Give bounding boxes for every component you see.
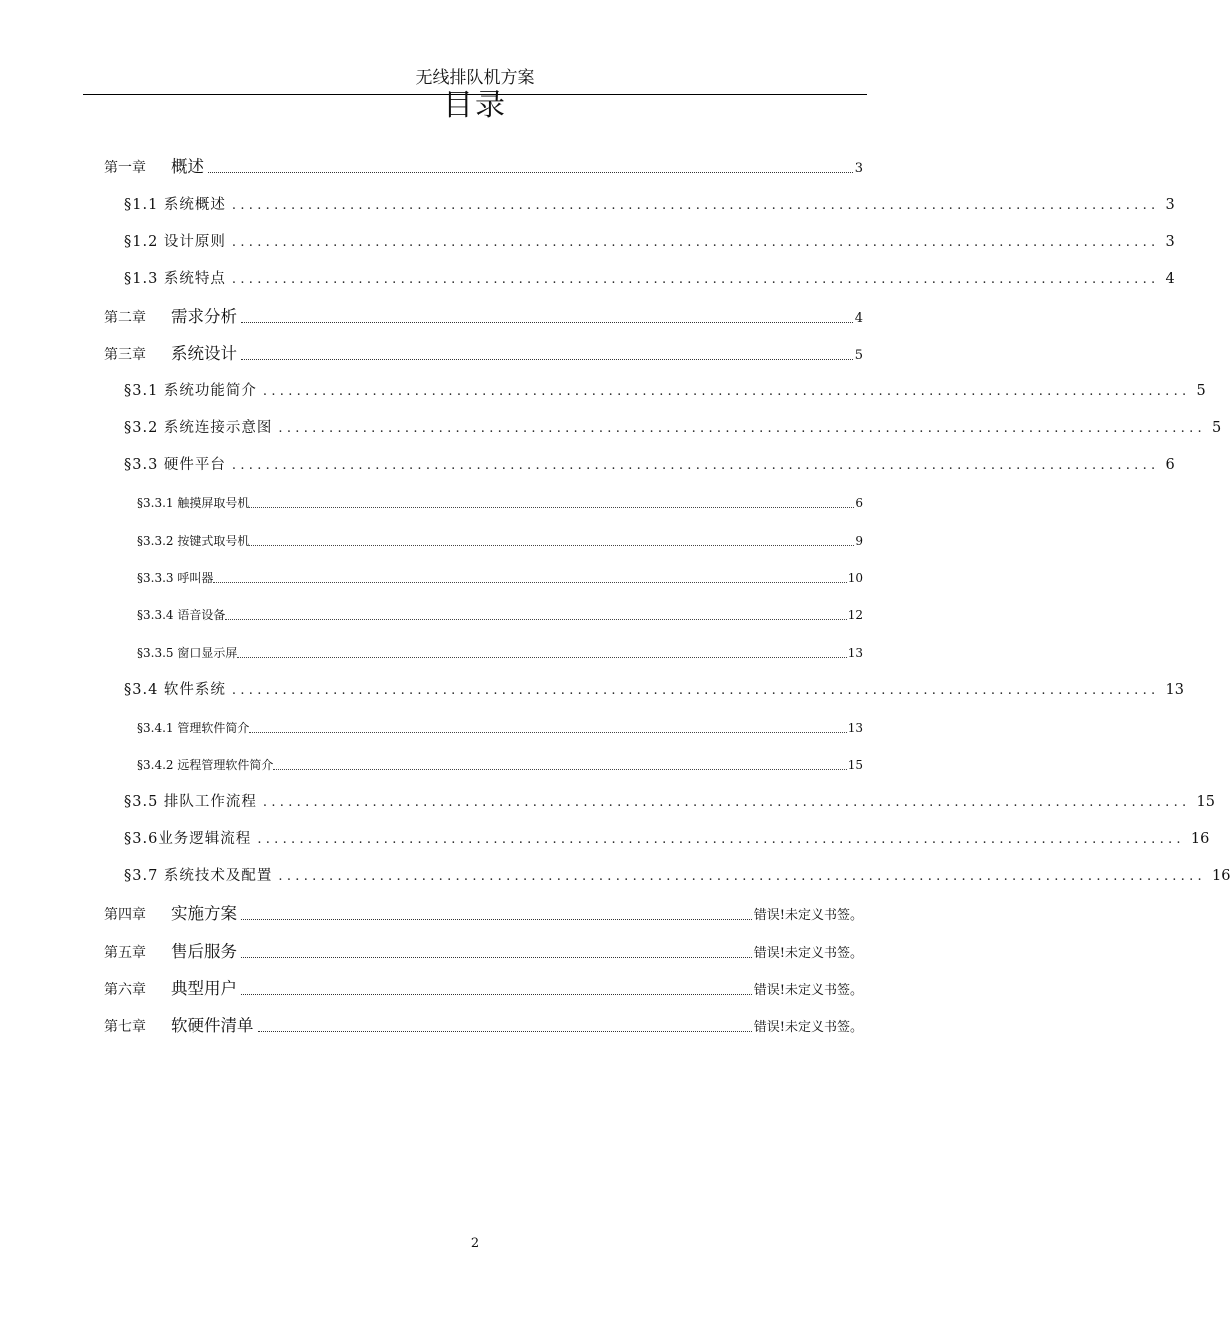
toc-chapter-6[interactable] xyxy=(104,975,863,999)
section-number: §1.2 xyxy=(124,234,159,250)
section-number: §3.2 xyxy=(124,420,159,436)
page-number: 3 xyxy=(1165,197,1175,213)
subsection-title: §3.3.3 呼叫器 xyxy=(137,571,214,585)
running-header-title: 无线排队机方案 xyxy=(415,68,535,88)
chapter-title: 需求分析 xyxy=(171,307,237,326)
toc-subsection-3-3-5[interactable] xyxy=(137,644,863,661)
toc-chapter-3[interactable] xyxy=(104,340,863,364)
dot-leader xyxy=(241,993,752,995)
toc-chapter-7[interactable] xyxy=(104,1012,863,1036)
dot-leader xyxy=(273,768,846,770)
chapter-title: 软硬件清单 xyxy=(171,1016,254,1035)
chapter-title: 系统设计 xyxy=(171,344,237,363)
dot-leader: .............................................................................................................. xyxy=(278,869,1206,884)
section-number: §1.3 xyxy=(124,271,159,287)
page-number: 5 xyxy=(854,348,863,363)
dot-leader: .............................................................................................................. xyxy=(278,421,1206,436)
section-number: §3.4 xyxy=(124,682,159,698)
subsection-title: §3.4.1 管理软件简介 xyxy=(137,721,250,735)
chapter-number: 第四章 xyxy=(104,907,146,923)
page-number: 9 xyxy=(855,534,863,548)
section-title: 软件系统 xyxy=(163,682,226,698)
footer-page-number: 2 xyxy=(470,1236,480,1251)
page-number: 4 xyxy=(854,311,863,326)
dot-leader xyxy=(208,171,853,173)
dot-leader xyxy=(237,656,846,658)
page-number: 16 xyxy=(1211,868,1230,884)
page-number: 4 xyxy=(1165,271,1175,287)
toc-section-3-4[interactable] xyxy=(124,678,1184,699)
chapter-title: 实施方案 xyxy=(171,904,237,923)
dot-leader xyxy=(258,1030,752,1032)
section-number: §3.7 xyxy=(124,868,159,884)
toc-section-3-5[interactable] xyxy=(124,790,1215,811)
page-number: 3 xyxy=(1165,234,1175,250)
toc-section-3-3[interactable] xyxy=(124,453,1175,474)
page-number: 错误!未定义书签。 xyxy=(753,908,863,923)
chapter-number: 第七章 xyxy=(104,1019,146,1035)
chapter-number: 第一章 xyxy=(104,160,146,176)
dot-leader xyxy=(249,731,846,733)
page-number: 错误!未定义书签。 xyxy=(753,1020,863,1035)
dot-leader: .............................................................................................................. xyxy=(262,795,1191,810)
subsection-title: §3.3.1 触摸屏取号机 xyxy=(137,496,250,510)
toc-subsection-3-3-4[interactable] xyxy=(137,606,863,623)
page-number: 错误!未定义书签。 xyxy=(753,983,863,998)
chapter-number: 第二章 xyxy=(104,310,146,326)
section-number: §3.3 xyxy=(124,457,159,473)
dot-leader xyxy=(241,918,752,920)
dot-leader: .............................................................................................................. xyxy=(231,198,1160,213)
toc-chapter-2[interactable] xyxy=(104,303,863,327)
page-number: 16 xyxy=(1190,831,1210,847)
page-number: 15 xyxy=(847,758,863,772)
section-number: §3.5 xyxy=(124,794,159,810)
dot-leader xyxy=(241,358,853,360)
dot-leader xyxy=(225,618,846,620)
toc-subsection-3-3-3[interactable] xyxy=(137,569,863,586)
page-number: 3 xyxy=(854,161,863,176)
page-number: 6 xyxy=(855,496,863,510)
dot-leader: .............................................................................................................. xyxy=(231,272,1160,287)
subsection-title: §3.3.5 窗口显示屏 xyxy=(137,646,238,660)
chapter-title: 概述 xyxy=(171,157,204,176)
dot-leader: .............................................................................................................. xyxy=(231,235,1160,250)
section-title: 设计原则 xyxy=(163,234,226,250)
toc-chapter-1[interactable] xyxy=(104,153,863,177)
subsection-title: §3.3.4 语音设备 xyxy=(137,608,226,622)
page-number: 错误!未定义书签。 xyxy=(753,946,863,961)
section-title: 系统概述 xyxy=(163,197,226,213)
toc-subsection-3-4-1[interactable] xyxy=(137,719,863,736)
page-number: 13 xyxy=(847,721,863,735)
subsection-title: §3.4.2 远程管理软件简介 xyxy=(137,758,274,772)
page-number: 5 xyxy=(1211,420,1222,436)
page-number: 6 xyxy=(1165,457,1175,473)
section-title: 系统连接示意图 xyxy=(163,420,273,436)
toc-chapter-4[interactable] xyxy=(104,900,863,924)
section-title: 系统功能简介 xyxy=(163,383,257,399)
page-number: 5 xyxy=(1196,383,1206,399)
page-number: 12 xyxy=(847,608,863,622)
toc-title: 目录 xyxy=(443,88,507,123)
page-number: 13 xyxy=(1165,682,1184,698)
toc-section-1-3[interactable] xyxy=(124,267,1175,288)
chapter-number: 第三章 xyxy=(104,347,146,363)
page-number: 15 xyxy=(1196,794,1215,810)
chapter-title: 售后服务 xyxy=(171,942,237,961)
chapter-title: 典型用户 xyxy=(171,979,237,998)
page-number: 13 xyxy=(847,646,863,660)
toc-section-1-1[interactable] xyxy=(124,193,1175,214)
dot-leader xyxy=(241,321,853,323)
section-title: 硬件平台 xyxy=(163,457,226,473)
dot-leader xyxy=(241,956,752,958)
toc-subsection-3-3-1[interactable] xyxy=(137,494,863,511)
toc-chapter-5[interactable] xyxy=(104,938,863,962)
dot-leader: .............................................................................................................. xyxy=(262,384,1191,399)
chapter-number: 第六章 xyxy=(104,982,146,998)
toc-section-1-2[interactable] xyxy=(124,230,1175,251)
toc-section-3-6[interactable] xyxy=(124,827,1210,848)
toc-subsection-3-4-2[interactable] xyxy=(137,756,863,773)
section-title: 系统特点 xyxy=(163,271,226,287)
toc-section-3-1[interactable] xyxy=(124,379,1206,400)
section-number: §1.1 xyxy=(124,197,159,213)
section-title: 系统技术及配置 xyxy=(163,868,273,884)
toc-section-3-2[interactable] xyxy=(124,416,1222,437)
dot-leader: .............................................................................................................. xyxy=(257,832,1185,847)
dot-leader xyxy=(213,581,846,583)
dot-leader: .............................................................................................................. xyxy=(231,458,1160,473)
section-number: §3.6 xyxy=(124,831,159,847)
dot-leader: .............................................................................................................. xyxy=(231,683,1160,698)
section-title: 业务逻辑流程 xyxy=(158,831,252,847)
page-number: 10 xyxy=(847,571,863,585)
toc-section-3-7[interactable] xyxy=(124,864,1230,885)
dot-leader xyxy=(249,506,854,508)
chapter-number: 第五章 xyxy=(104,945,146,961)
section-number: §3.1 xyxy=(124,383,159,399)
dot-leader xyxy=(249,544,854,546)
section-title: 排队工作流程 xyxy=(163,794,257,810)
subsection-title: §3.3.2 按键式取号机 xyxy=(137,534,250,548)
toc-subsection-3-3-2[interactable] xyxy=(137,532,863,549)
